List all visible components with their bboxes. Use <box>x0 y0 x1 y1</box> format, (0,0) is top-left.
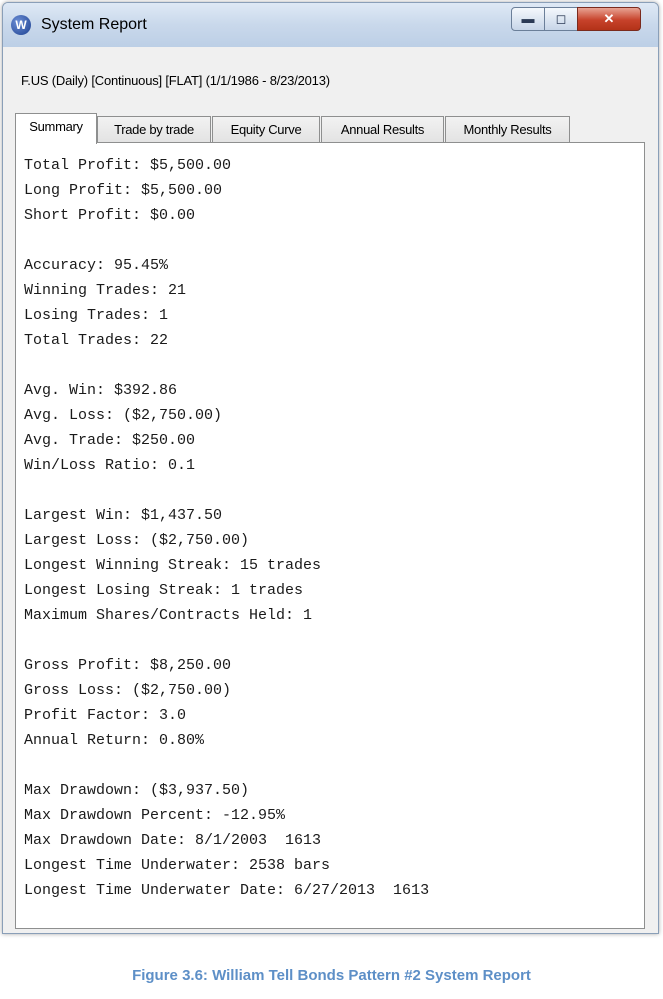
tab-summary[interactable]: Summary <box>15 113 97 144</box>
report-line-avg-trade: Avg. Trade: $250.00 <box>24 432 196 449</box>
system-report-window <box>2 2 659 934</box>
report-spacer <box>24 753 429 778</box>
report-line-largest-loss: Largest Loss: ($2,750.00) <box>24 532 250 549</box>
report-line-max-drawdown-date: Max Drawdown Date: 8/1/2003 1613 <box>24 832 322 849</box>
tab-annual-results[interactable]: Annual Results <box>321 116 444 142</box>
title-bar[interactable] <box>3 3 658 47</box>
report-spacer <box>24 478 429 503</box>
minimize-button[interactable] <box>511 7 545 31</box>
close-button[interactable] <box>577 7 641 31</box>
tab-trade-by-trade[interactable]: Trade by trade <box>97 116 211 142</box>
report-line-losing-trades: Losing Trades: 1 <box>24 307 169 324</box>
report-line-short-profit: Short Profit: $0.00 <box>24 207 196 224</box>
report-line-win-loss-ratio: Win/Loss Ratio: 0.1 <box>24 457 196 474</box>
report-line-profit-factor: Profit Factor: 3.0 <box>24 707 187 724</box>
report-line-long-profit: Long Profit: $5,500.00 <box>24 182 223 199</box>
report-line-total-profit: Total Profit: $5,500.00 <box>24 157 232 174</box>
summary-panel <box>15 142 645 929</box>
maximize-icon: ◻ <box>555 11 567 26</box>
report-line-longest-winning-streak: Longest Winning Streak: 15 trades <box>24 557 322 574</box>
report-line-accuracy: Accuracy: 95.45% <box>24 257 169 274</box>
report-line-gross-loss: Gross Loss: ($2,750.00) <box>24 682 232 699</box>
w-app-icon: W <box>11 15 31 35</box>
figure-caption: Figure 3.6: William Tell Bonds Pattern #2 System Report <box>132 967 531 984</box>
close-icon: ✕ <box>603 11 615 26</box>
tab-strip <box>15 113 655 143</box>
report-line-longest-time-underwater: Longest Time Underwater: 2538 bars <box>24 857 331 874</box>
report-line-max-drawdown-percent: Max Drawdown Percent: -12.95% <box>24 807 286 824</box>
report-spacer <box>24 228 429 253</box>
summary-report-text <box>24 153 429 903</box>
tab-monthly-results[interactable]: Monthly Results <box>445 116 570 142</box>
tab-equity-curve[interactable]: Equity Curve <box>212 116 320 142</box>
report-line-annual-return: Annual Return: 0.80% <box>24 732 205 749</box>
report-line-avg-win: Avg. Win: $392.86 <box>24 382 178 399</box>
report-line-winning-trades: Winning Trades: 21 <box>24 282 187 299</box>
report-line-max-contracts-held: Maximum Shares/Contracts Held: 1 <box>24 607 313 624</box>
report-line-avg-loss: Avg. Loss: ($2,750.00) <box>24 407 223 424</box>
report-line-longest-time-underwater-date: Longest Time Underwater Date: 6/27/2013 1613 <box>24 882 430 899</box>
symbol-info-line: F.US (Daily) [Continuous] [FLAT] (1/1/1986 - 8/23/2013) <box>21 73 330 88</box>
minimize-icon: ▬ <box>521 11 535 26</box>
report-line-longest-losing-streak: Longest Losing Streak: 1 trades <box>24 582 304 599</box>
maximize-button[interactable] <box>544 7 578 31</box>
report-line-max-drawdown: Max Drawdown: ($3,937.50) <box>24 782 250 799</box>
report-line-gross-profit: Gross Profit: $8,250.00 <box>24 657 232 674</box>
report-spacer <box>24 628 429 653</box>
window-title: System Report <box>41 16 147 33</box>
report-line-total-trades: Total Trades: 22 <box>24 332 169 349</box>
report-line-largest-win: Largest Win: $1,437.50 <box>24 507 223 524</box>
report-spacer <box>24 353 429 378</box>
